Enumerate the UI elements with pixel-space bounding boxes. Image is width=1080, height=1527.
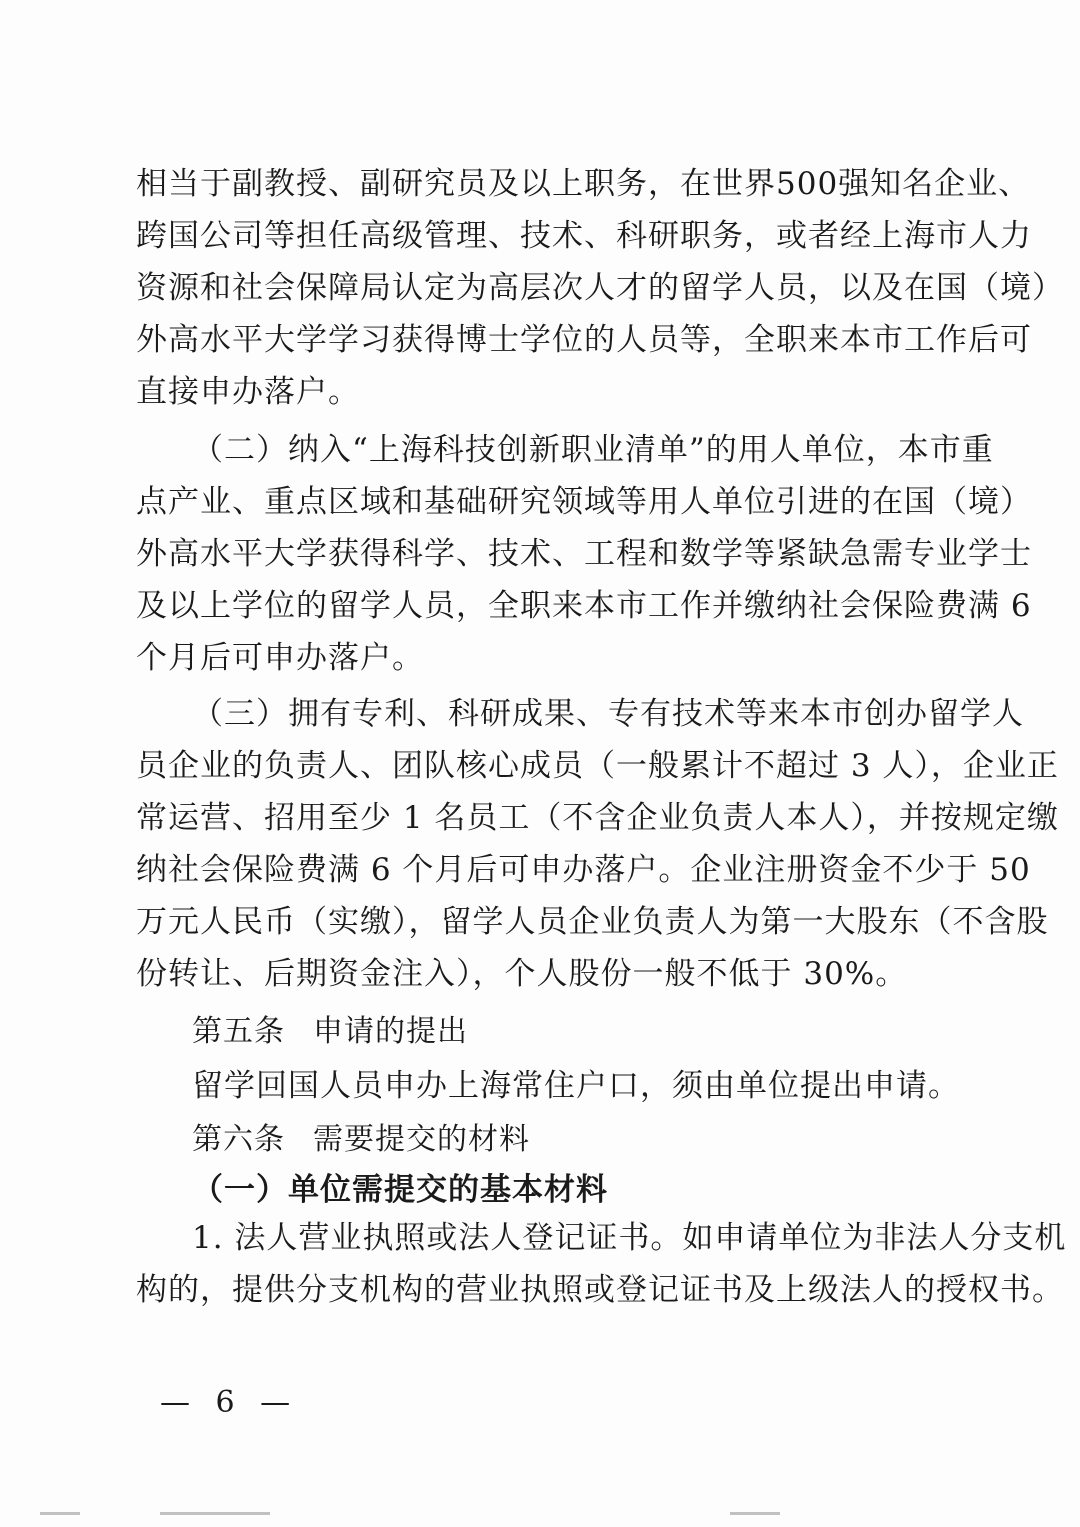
text-line: （二）纳入“上海科技创新职业清单”的用人单位，本市重 xyxy=(192,432,994,468)
text-line: 常运营、招用至少 1 名员工（不含企业负责人本人），并按规定缴 xyxy=(136,800,1059,836)
text-line: 及以上学位的留学人员，全职来本市工作并缴纳社会保险费满 6 xyxy=(136,588,1032,624)
article-title: 需要提交的材料 xyxy=(313,1122,530,1157)
paragraph-3 xyxy=(136,688,1059,1000)
scan-artifact xyxy=(160,1512,270,1515)
scan-artifact xyxy=(730,1512,780,1515)
article-title: 申请的提出 xyxy=(313,1014,468,1049)
page-number: — 6 — xyxy=(160,1385,299,1420)
text-line: 点产业、重点区域和基础研究领域等用人单位引进的在国（境） xyxy=(136,484,1032,520)
article-6-heading xyxy=(192,1114,530,1158)
text-line: 资源和社会保障局认定为高层次人才的留学人员，以及在国（境） xyxy=(136,270,1064,306)
article-6-subheading: （一）单位需提交的基本材料 xyxy=(192,1172,608,1208)
text-line: 外高水平大学学习获得博士学位的人员等，全职来本市工作后可 xyxy=(136,322,1032,358)
text-line: 构的，提供分支机构的营业执照或登记证书及上级法人的授权书。 xyxy=(136,1272,1064,1308)
article-5-heading xyxy=(192,1006,468,1050)
text-line: 员企业的负责人、团队核心成员（一般累计不超过 3 人），企业正 xyxy=(136,748,1059,784)
text-line: 跨国公司等担任高级管理、技术、科研职务，或者经上海市人力 xyxy=(136,218,1032,254)
paragraph-2 xyxy=(136,424,1032,684)
text-line: （三）拥有专利、科研成果、专有技术等来本市创办留学人 xyxy=(192,696,1024,732)
text-line: 外高水平大学获得科学、技术、工程和数学等紧缺急需专业学士 xyxy=(136,536,1032,572)
text-line: 直接申办落户。 xyxy=(136,374,360,410)
text-line: 纳社会保险费满 6 个月后可申办落户。企业注册资金不少于 50 xyxy=(136,852,1031,888)
scan-artifact xyxy=(40,1512,80,1515)
text-line: 份转让、后期资金注入），个人股份一般不低于 30%。 xyxy=(136,956,908,992)
text-line: 个月后可申办落户。 xyxy=(136,640,424,676)
paragraph-1 xyxy=(136,158,1064,418)
text-line: 相当于副教授、副研究员及以上职务，在世界500强知名企业、 xyxy=(136,166,1031,202)
article-number: 第六条 xyxy=(192,1122,285,1157)
text-line: 万元人民币（实缴），留学人员企业负责人为第一大股东（不含股 xyxy=(136,904,1049,940)
article-5-text: 留学回国人员申办上海常住户口，须由单位提出申请。 xyxy=(192,1068,960,1104)
text-line: 1. 法人营业执照或法人登记证书。如申请单位为非法人分支机 xyxy=(192,1220,1067,1256)
article-6-item-1 xyxy=(136,1212,1067,1316)
article-number: 第五条 xyxy=(192,1014,285,1049)
